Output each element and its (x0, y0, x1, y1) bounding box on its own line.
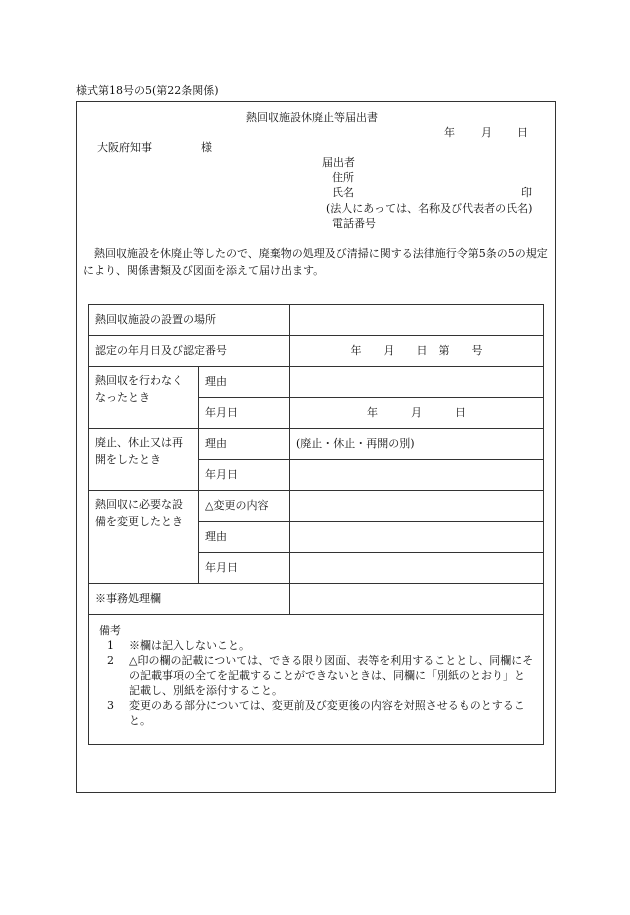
stop-reason-label: 理由 (199, 367, 290, 398)
note-number: 2 (107, 654, 114, 667)
location-label: 熱回収施設の設置の場所 (89, 305, 290, 336)
phone-label: 電話番号 (332, 217, 376, 230)
note-item (99, 653, 535, 698)
body-text: 熱回収施設を休廃止等したので、廃棄物の処理及び清掃に関する法律施行令第5条の5の規定により、関係書類及び図面を添えて届け出ます。 (83, 247, 548, 277)
form-number: 様式第18号の5(第22条関係) (76, 84, 219, 97)
change-reason-value[interactable] (290, 522, 544, 553)
date-year-label: 年 (444, 126, 455, 139)
abolish-reason-value[interactable]: (廃止・休止・再開の別) (290, 429, 544, 460)
cert-label: 認定の年月日及び認定番号 (89, 336, 290, 367)
note-number: 3 (107, 699, 114, 712)
note-item (99, 698, 535, 728)
stop-date-label: 年月日 (199, 398, 290, 429)
change-label: 熱回収に必要な設備を変更したとき (89, 491, 199, 584)
note-number: 1 (107, 639, 114, 652)
note-text: △印の欄の記載については、できる限り図面、表等を利用することとし、同欄にその記載事項の全てを記載することができないときは、同欄に「別紙のとおり」と記載し、別紙を添付すること。 (129, 654, 534, 697)
stop-reason-value[interactable] (290, 367, 544, 398)
stop-label: 熱回収を行わなくなったとき (89, 367, 199, 429)
notes-box (88, 614, 544, 745)
location-value[interactable] (290, 305, 544, 336)
change-content-value[interactable] (290, 491, 544, 522)
date-month-label: 月 (481, 126, 492, 139)
corporation-note: (法人にあっては、名称及び代表者の氏名) (326, 202, 533, 215)
note-text: ※欄は記入しないこと。 (129, 639, 250, 652)
cert-value[interactable]: 年 月 日 第 号 (290, 336, 544, 367)
seal-label: 印 (521, 186, 532, 199)
change-content-label: △変更の内容 (199, 491, 290, 522)
address-label: 住所 (332, 171, 354, 184)
change-date-label: 年月日 (199, 553, 290, 584)
document-title: 熱回収施設休廃止等届出書 (246, 111, 378, 124)
stop-date-value[interactable]: 年 月 日 (290, 398, 544, 429)
notification-table (88, 304, 544, 615)
name-label: 氏名 (332, 186, 354, 199)
addressee-suffix: 様 (201, 141, 212, 154)
abolish-label: 廃止、休止又は再開をしたとき (89, 429, 199, 491)
change-reason-label: 理由 (199, 522, 290, 553)
note-text: 変更のある部分については、変更前及び変更後の内容を対照させるものとすること。 (129, 699, 525, 727)
applicant-label: 届出者 (322, 156, 355, 169)
date-day-label: 日 (517, 126, 528, 139)
abolish-date-value[interactable] (290, 460, 544, 491)
change-date-value[interactable] (290, 553, 544, 584)
abolish-date-label: 年月日 (199, 460, 290, 491)
notes-title: 備考 (99, 624, 121, 637)
office-value (290, 584, 544, 615)
abolish-reason-label: 理由 (199, 429, 290, 460)
note-item (99, 638, 535, 653)
office-label: ※事務処理欄 (89, 584, 290, 615)
addressee: 大阪府知事 (97, 141, 152, 154)
